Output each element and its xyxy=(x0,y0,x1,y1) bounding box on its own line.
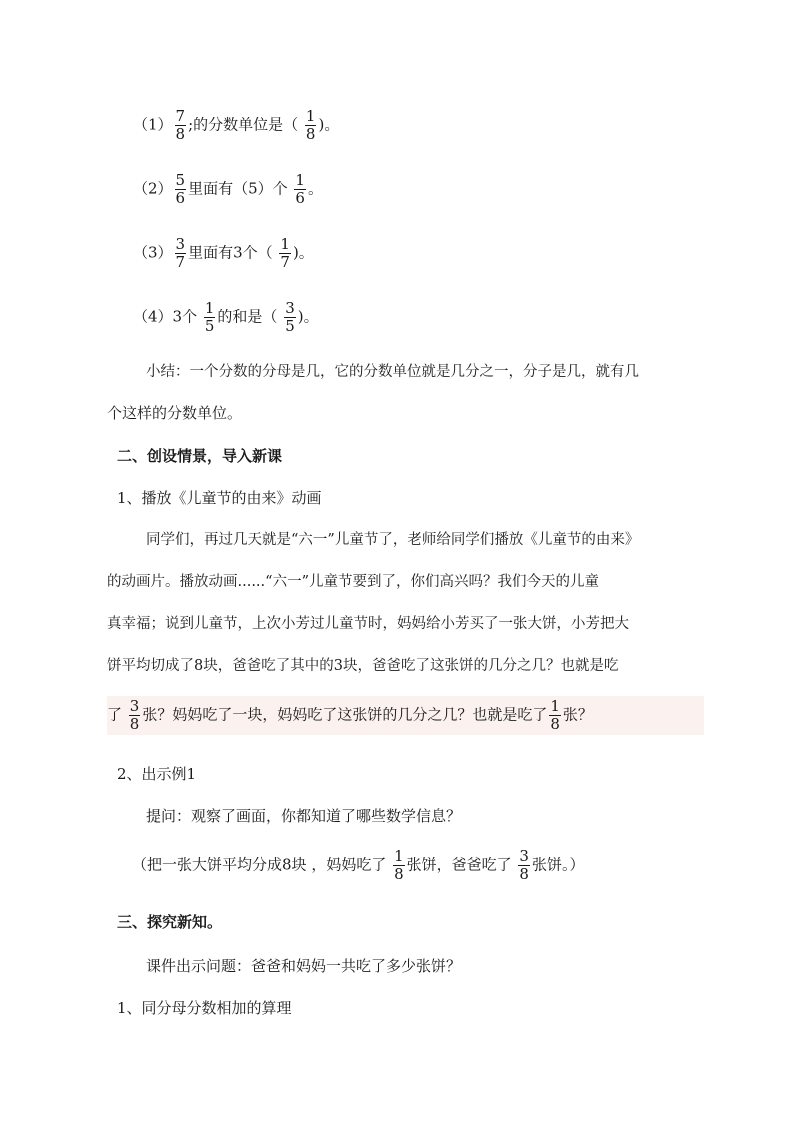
denominator: 8 xyxy=(175,125,186,143)
fraction xyxy=(393,848,405,883)
numerator: 1 xyxy=(280,235,290,253)
question-text: 课件出示问题：爸爸和妈妈一共吃了多少张饼？ xyxy=(146,957,462,975)
item-1-end: )。 xyxy=(318,115,340,134)
summary-line-2: 个这样的分数单位。 xyxy=(107,404,243,422)
paragraph-line: 真幸福；说到儿童节，上次小芳过儿童节时，妈妈给小芳买了一张大饼，小芳把大 xyxy=(107,616,629,632)
denominator: 6 xyxy=(175,189,186,207)
denominator: 8 xyxy=(129,715,140,733)
denominator: 8 xyxy=(550,715,560,733)
item-1-text: ;的分数单位是（ xyxy=(188,115,303,134)
numerator: 1 xyxy=(295,171,305,189)
item-4-number: （4）3个 xyxy=(133,307,202,326)
item-4-text: 的和是（ xyxy=(217,307,283,326)
numerator: 1 xyxy=(305,107,316,125)
section-2-sub-2: 2、出示例1 xyxy=(117,765,197,783)
text: （把一张大饼平均分成8块 ，妈妈吃了 xyxy=(132,855,392,874)
denominator: 8 xyxy=(394,865,404,883)
numerator: 3 xyxy=(519,847,529,865)
numerator: 1 xyxy=(550,697,560,715)
fraction xyxy=(175,108,187,143)
text: 了 xyxy=(107,705,127,724)
paragraph-line: 的动画片。播放动画......“六一”儿童节要到了，你们高兴吗？我们今天的儿童 xyxy=(107,574,599,590)
item-3 xyxy=(133,236,314,271)
item-2 xyxy=(133,172,323,207)
item-3-number: （3） xyxy=(133,243,173,262)
answer-line xyxy=(132,848,584,883)
item-1 xyxy=(133,108,339,143)
numerator: 3 xyxy=(285,299,295,317)
numerator: 3 xyxy=(129,697,140,715)
item-3-text: 里面有3个（ xyxy=(188,243,278,262)
text: 张饼。） xyxy=(531,855,585,874)
fraction xyxy=(279,236,291,271)
item-4-end: )。 xyxy=(297,307,319,326)
summary-line-1: 小结：一个分数的分母是几，它的分数单位就是几分之一，分子是几，就有几 xyxy=(146,364,639,380)
denominator: 7 xyxy=(175,253,186,271)
fraction xyxy=(204,300,216,335)
item-2-number: （2） xyxy=(133,179,173,198)
denominator: 5 xyxy=(204,317,215,335)
fraction xyxy=(175,236,187,271)
item-3-end: )。 xyxy=(292,243,314,262)
item-4 xyxy=(133,300,319,335)
paragraph-line: 饼平均切成了8块，爸爸吃了其中的3块，爸爸吃了这张饼的几分之几？也就是吃 xyxy=(107,658,619,674)
fraction xyxy=(518,848,530,883)
text: 张？妈妈吃了一块，妈妈吃了这张饼的几分之几？也就是吃了 xyxy=(142,705,548,724)
section-3-sub-1: 1、同分母分数相加的算理 xyxy=(117,999,292,1017)
denominator: 6 xyxy=(295,189,305,207)
numerator: 7 xyxy=(175,107,186,125)
paragraph-line-highlighted xyxy=(107,696,704,735)
numerator: 1 xyxy=(204,299,215,317)
numerator: 5 xyxy=(175,171,186,189)
section-2-heading: 二、创设情景，导入新课 xyxy=(117,447,283,465)
section-3-heading: 三、探究新知。 xyxy=(117,913,223,931)
denominator: 5 xyxy=(285,317,295,335)
fraction xyxy=(175,172,187,207)
denominator: 7 xyxy=(280,253,290,271)
denominator: 8 xyxy=(519,865,529,883)
fraction xyxy=(549,698,561,733)
fraction xyxy=(305,108,317,143)
fraction xyxy=(129,698,141,733)
fraction xyxy=(294,172,306,207)
paragraph-line: 同学们，再过几天就是“六一”儿童节了，老师给同学们播放《儿童节的由来》 xyxy=(146,532,640,548)
numerator: 3 xyxy=(175,235,186,253)
item-2-end: 。 xyxy=(307,179,323,198)
numerator: 1 xyxy=(394,847,404,865)
question-text: 提问：观察了画面，你都知道了哪些数学信息？ xyxy=(146,807,462,825)
item-1-number: （1） xyxy=(133,115,173,134)
fraction xyxy=(284,300,296,335)
denominator: 8 xyxy=(305,125,316,143)
item-2-text: 里面有（5）个 xyxy=(188,179,293,198)
section-2-sub-1: 1、播放《儿童节的由来》动画 xyxy=(117,489,322,507)
text: 张？ xyxy=(562,705,593,724)
text: 张饼，爸爸吃了 xyxy=(406,855,517,874)
